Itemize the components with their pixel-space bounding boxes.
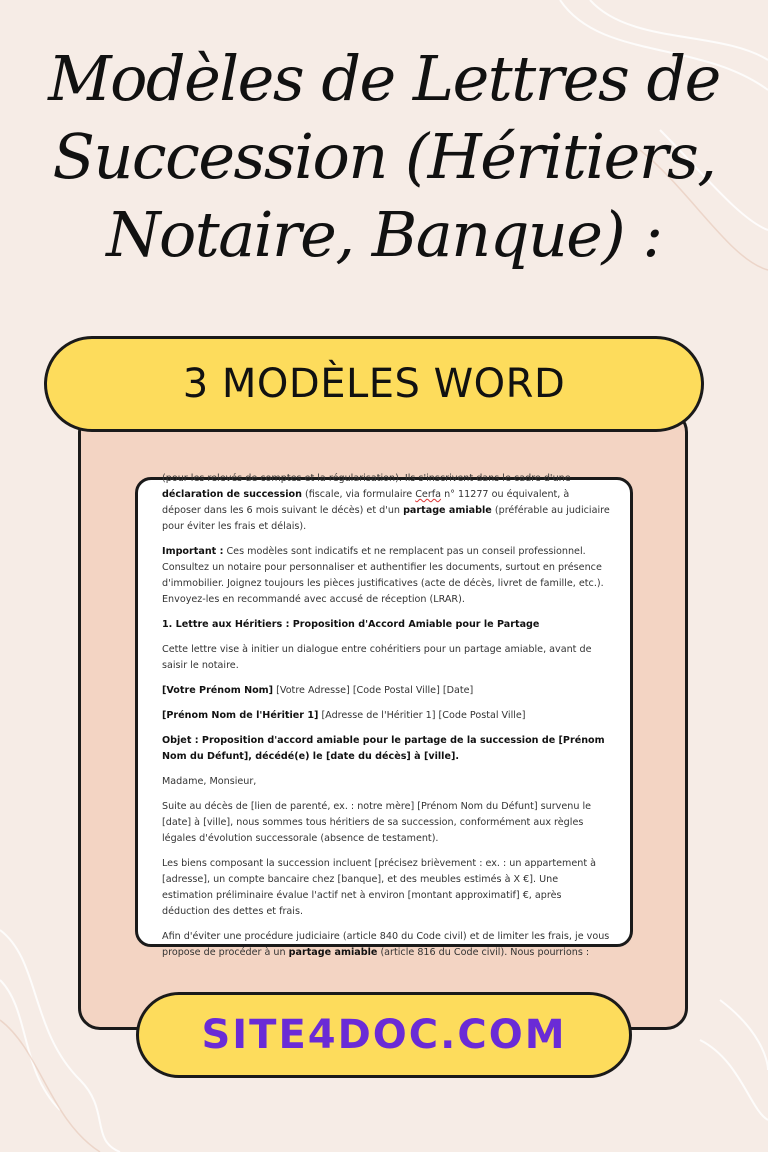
doc-text: Afin d'éviter une procédure judiciaire (article 840 du Code civil) et de limiter les frais, je vous propose de procéder à un [162,931,610,958]
doc-text: (préférable au judiciaire pour éviter les frais et délais). [162,505,610,532]
doc-bold-text: déclaration de succession [162,489,302,500]
doc-bold-text: partage amiable [403,505,492,516]
title-line-3: Notaire, Banque) : [106,198,662,271]
doc-text: (pour les relevés de comptes et la régularisation). Ils s'inscrivent dans le cadre d'une [162,473,571,484]
doc-text: Ces modèles sont indicatifs et ne remplacent pas un conseil professionnel. Consultez un notaire pour personnaliser et authentifier les documents, surtout en présence d'immobilier. Joignez toujours les pièces justificatives (acte de décès, livret de famille, etc.). Envoyez-les en recommandé avec accusé de réception (LRAR). [162,546,604,605]
doc-bold-text: Important : [162,546,224,557]
doc-text: (fiscale, via formulaire [301,489,416,500]
doc-text: [Votre Adresse] [Code Postal Ville] [Date] [273,685,474,696]
doc-paragraph: Suite au décès de [lien de parenté, ex. : notre mère] [Prénom Nom du Défunt] survenu le [date] à [ville], nous sommes tous héritiers de sa succession, conformément aux règles légales d'évolution successorale (absence de testament). [162,801,592,844]
badge-word-templates: 3 MODÈLES WORD [44,336,704,432]
doc-text: n° 11277 ou équivalent, à déposer dans les 6 mois suivant le décès) et d'un [162,489,570,516]
doc-paragraph [162,544,610,608]
doc-bold-text: [Prénom Nom de l'Héritier 1] [162,710,319,721]
doc-paragraph [162,683,610,699]
doc-bold-text: [Votre Prénom Nom] [162,685,274,696]
doc-paragraph: Madame, Monsieur, [162,776,257,787]
doc-paragraph [162,929,610,961]
site-link-badge[interactable]: SITE4DOC.COM [136,992,632,1078]
doc-subject [162,733,610,765]
doc-bold-text: partage amiable [288,947,378,958]
doc-spellcheck-word: Cerfa [415,489,442,500]
title-line-2: Succession (Héritiers, [52,120,716,193]
doc-paragraph [162,471,610,535]
doc-text: (article 816 du Code civil). Nous pourrions : [377,947,590,958]
doc-heading [162,617,610,633]
doc-bold-text: 1. Lettre aux Héritiers : Proposition d'Accord Amiable pour le Partage [162,619,540,630]
document-body [162,471,610,970]
page-title [0,40,768,274]
doc-paragraph: Cette lettre vise à initier un dialogue entre cohéritiers pour un partage amiable, avant de saisir le notaire. [162,644,592,671]
document-preview [135,473,633,958]
title-line-1: Modèles de Lettres de [48,42,720,115]
doc-paragraph: Les biens composant la succession incluent [précisez brièvement : ex. : un appartement à [adresse], un compte bancaire chez [banque], et des meubles estimés à X €]. Une estimation préliminaire évalue l'actif net à environ [montant approximatif] €, après déduction des dettes et frais. [162,858,597,917]
doc-paragraph [162,708,610,724]
doc-text: [Adresse de l'Héritier 1] [Code Postal Ville] [318,710,526,721]
doc-bold-text: Objet : Proposition d'accord amiable pour le partage de la succession de [Prénom Nom du Défunt], décédé(e) le [date du décès] à [ville]. [162,735,605,762]
